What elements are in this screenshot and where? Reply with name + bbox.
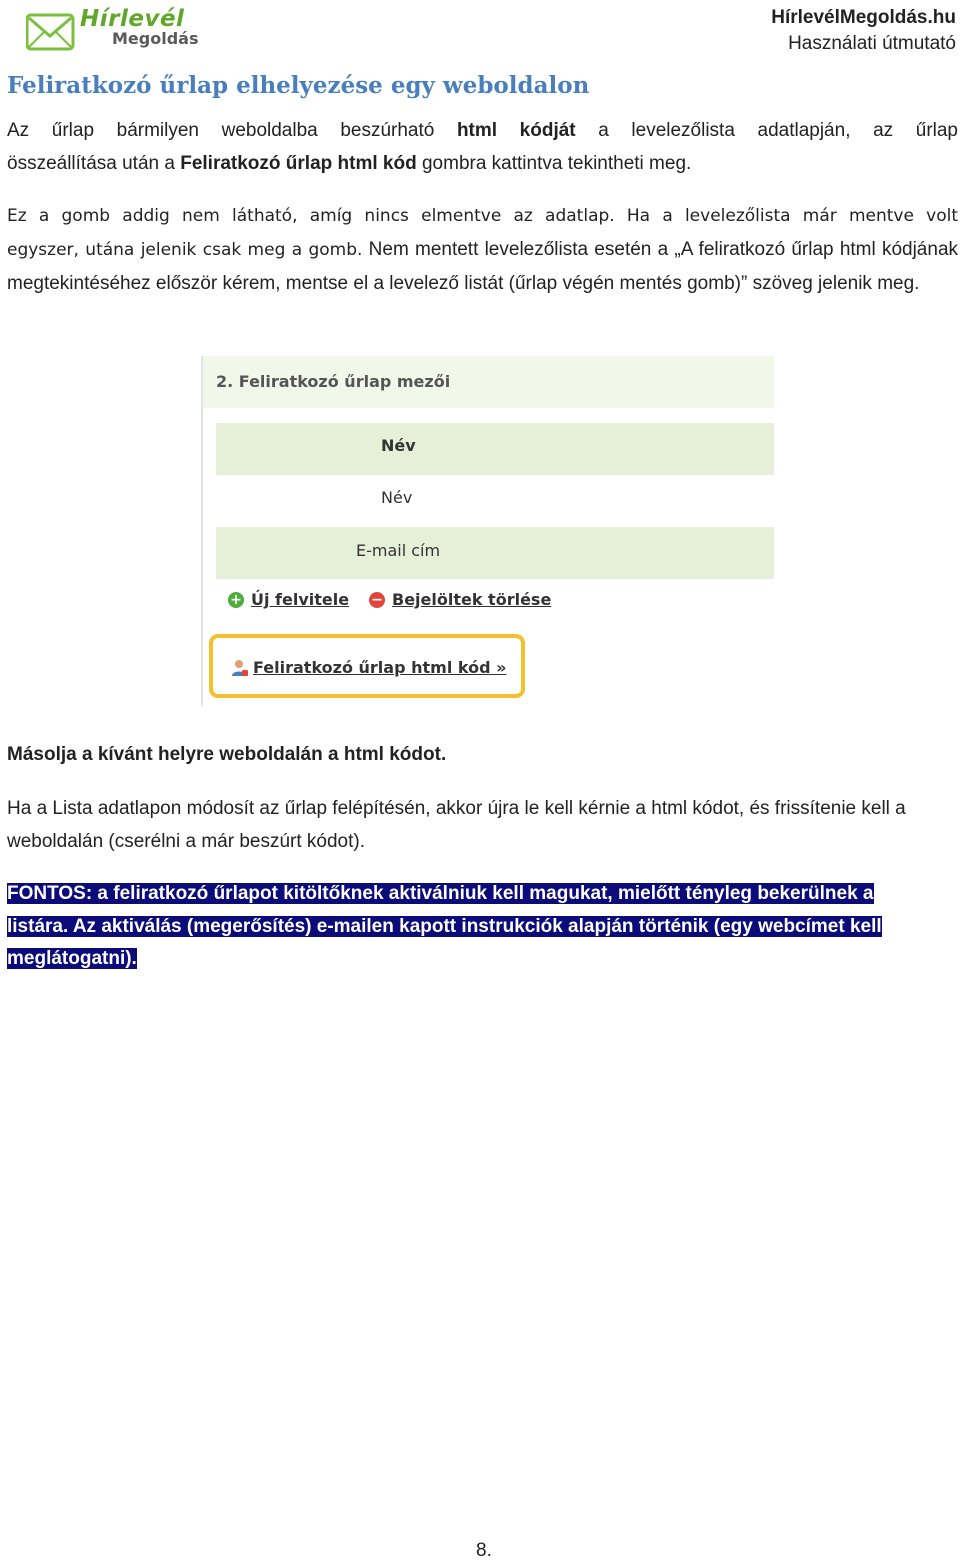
add-new-link[interactable]: Új felvitele [251,590,350,609]
button-visibility-paragraph [7,200,958,300]
highlighted-text: meglátogatni). [7,948,137,969]
notice-line-1 [7,878,952,911]
logo-text-primary: Hírlevél [80,6,185,32]
field-row-header [216,423,774,475]
page-title: Feliratkozó űrlap elhelyezése egy weboldalon [7,72,590,99]
delete-selected-link[interactable]: Bejelöltek törlése [392,590,552,609]
section-header [203,356,774,408]
remove-icon: − [369,592,385,608]
bold-text: html kódját [456,120,576,141]
field-row-email [216,527,774,579]
text-run: a levelezőlista adatlapján, az űrlap [575,120,958,141]
bold-text: Feliratkozó űrlap html kód [180,153,417,174]
intro-paragraph [7,114,958,180]
text-run: egyszer, utána jelenik csak meg a gomb. [7,240,363,260]
notice-line-3 [7,943,952,976]
highlighted-html-code-box [209,634,525,698]
header-right [771,6,956,58]
embedded-screenshot [201,356,774,706]
field-label: Név [381,436,416,455]
highlighted-text: FONTOS: a feliratkozó űrlapot kitöltőknek aktiválniuk kell magukat, mielőtt tényleg bekerülnek a [7,883,874,904]
user-icon [231,659,249,677]
envelope-icon [26,12,76,54]
html-code-button[interactable]: Feliratkozó űrlap html kód » [253,658,507,677]
paragraph-body [7,233,958,300]
section-title: 2. Feliratkozó űrlap mezői [216,372,451,391]
highlighted-text: listára. Az aktiválás (megerősítés) e-mailen kapott instrukciók alapján történik (egy webcímet kell [7,915,882,937]
notice-line-2 [7,911,952,944]
text-run: gombra kattintva tekintheti meg. [416,153,692,174]
field-label: E-mail cím [356,541,441,560]
field-row-name [216,475,774,527]
intro-line-2 [7,147,958,180]
logo [26,8,226,56]
add-icon: + [228,592,244,608]
page-number: 8. [476,1540,492,1561]
update-paragraph: Ha a Lista adatlapon módosít az űrlap felépítésén, akkor újra le kell kérnie a html kódot, és frissítenie kell a weboldalán (cserélni a már beszúrt kódot). [7,798,906,852]
paragraph-line-1: Ez a gomb addig nem látható, amíg nincs elmentve az adatlap. Ha a levelezőlista már mentve volt [7,206,958,226]
logo-text-secondary: Megoldás [112,29,199,48]
text-run: Az űrlap bármilyen weboldalba beszúrható [7,120,457,141]
intro-line-1 [7,114,958,147]
field-label: Név [381,488,413,507]
site-name: HírlevélMegoldás.hu [771,7,956,28]
important-notice [7,878,952,976]
copy-instruction: Másolja a kívánt helyre weboldalán a html kódot. [7,744,447,765]
text-run: összeállítása után a [7,153,181,174]
document-subtitle: Használati útmutató [788,33,956,54]
text-run: Nem mentett levelezőlista esetén a „A feliratkozó űrlap html kódjának megtekintéséhez először kérem, mentse el a levelező listát (űrlap végén mentés gomb)” szöveg jelenik meg. [7,239,959,294]
